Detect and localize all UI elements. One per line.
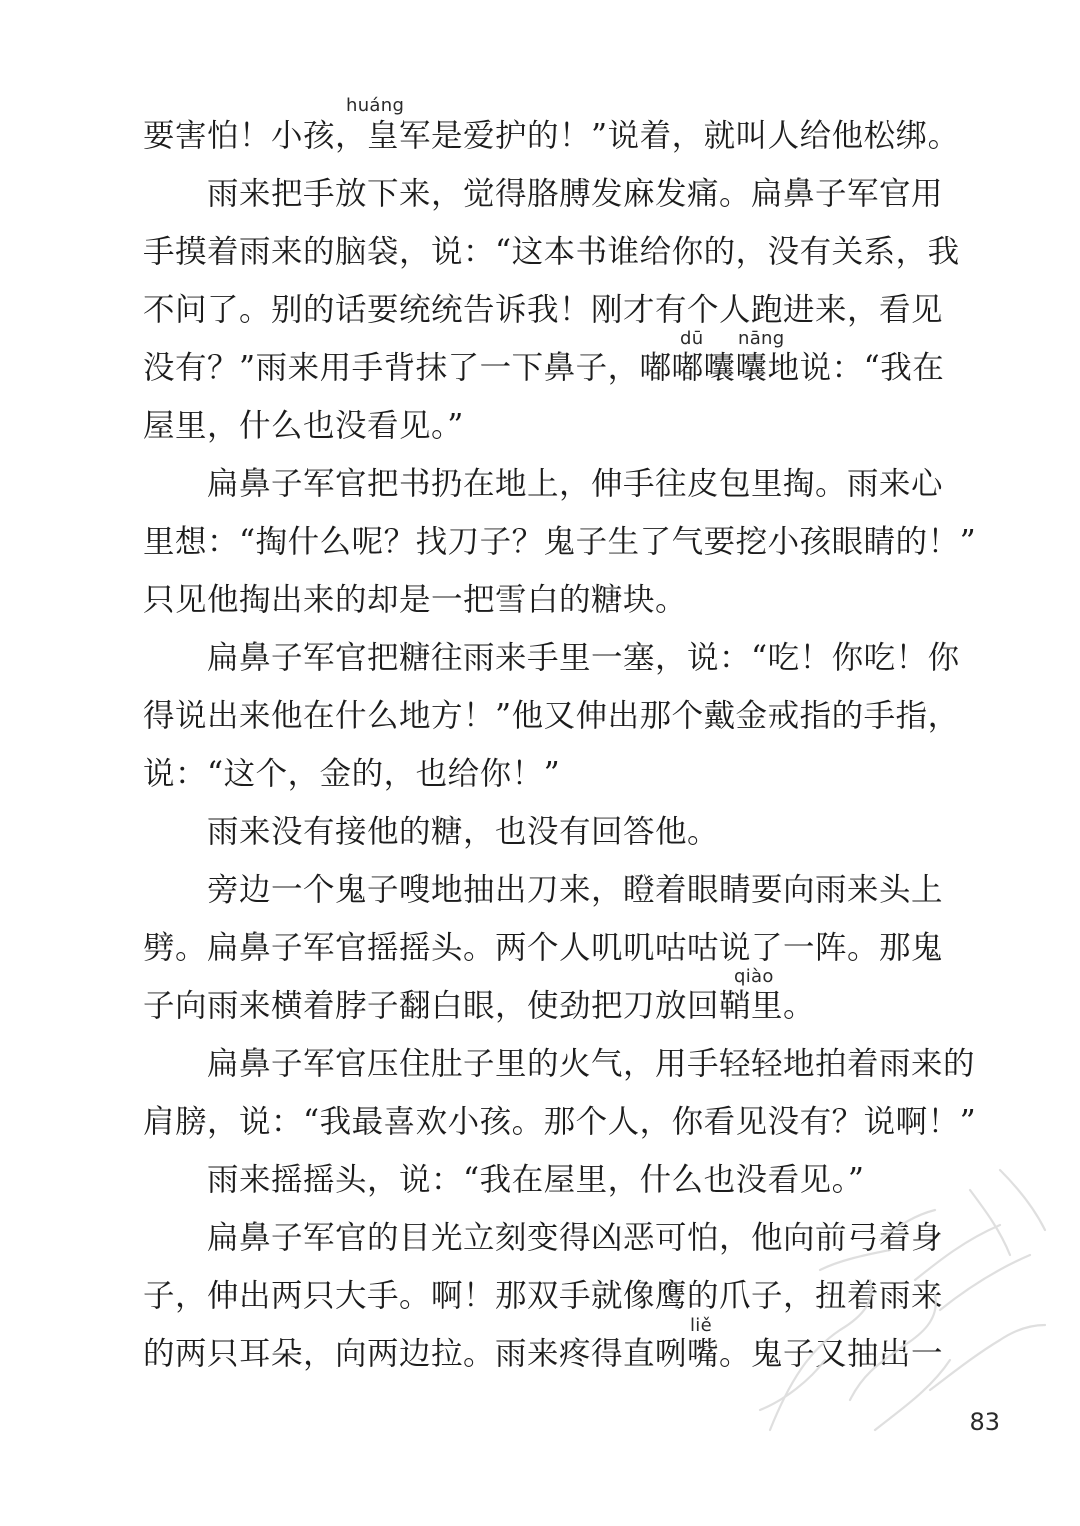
text-line: 说：“这个，金的，也给你！” <box>143 756 561 792</box>
text-line: 扁鼻子军官把书扔在地上，伸手往皮包里掏。雨来心 <box>143 466 944 502</box>
text-line: 子向雨来横着脖子翻白眼，使劲把刀放回鞘里。 <box>143 988 816 1024</box>
text-line: 没有？”雨来用手背抹了一下鼻子，嘟嘟囔囔地说：“我在 <box>143 350 945 386</box>
text-line: 里想：“掏什么呢？找刀子？鬼子生了气要挖小孩眼睛的！” <box>143 524 977 560</box>
pinyin-nang: nāng <box>738 328 785 349</box>
text-line: 扁鼻子军官压住肚子里的火气，用手轻轻地拍着雨来的 <box>143 1046 976 1082</box>
text-line: 扁鼻子军官把糖往雨来手里一塞，说：“吃！你吃！你 <box>143 640 960 676</box>
text-line: 扁鼻子军官的目光立刻变得凶恶可怕，他向前弓着身 <box>143 1220 944 1256</box>
text-line: 雨来摇摇头，说：“我在屋里，什么也没看见。” <box>143 1162 865 1198</box>
pinyin-du: dū <box>680 328 704 349</box>
pinyin-lie: liě <box>690 1315 712 1336</box>
pinyin-huang: huáng <box>346 95 405 116</box>
text-line: 不问了。别的话要统统告诉我！刚才有个人跑进来，看见 <box>143 292 944 328</box>
text-line: 雨来把手放下来，觉得胳膊发麻发痛。扁鼻子军官用 <box>143 176 944 212</box>
page-number: 83 <box>969 1408 1000 1436</box>
text-line: 只见他掏出来的却是一把雪白的糖块。 <box>143 582 688 618</box>
text-line: 雨来没有接他的糖，也没有回答他。 <box>143 814 720 850</box>
text-line: 要害怕！小孩，皇军是爱护的！”说着，就叫人给他松绑。 <box>143 118 960 154</box>
text-line: 的两只耳朵，向两边拉。雨来疼得直咧嘴。鬼子又抽出一 <box>143 1336 944 1372</box>
text-line: 屋里，什么也没看见。” <box>143 408 464 444</box>
text-line: 手摸着雨来的脑袋，说：“这本书谁给你的，没有关系，我 <box>143 234 960 270</box>
text-line: 子，伸出两只大手。啊！那双手就像鹰的爪子，扭着雨来 <box>143 1278 944 1314</box>
text-line: 得说出来他在什么地方！”他又伸出那个戴金戒指的手指， <box>143 698 960 734</box>
text-line: 旁边一个鬼子嗖地抽出刀来，瞪着眼睛要向雨来头上 <box>143 872 944 908</box>
text-line: 肩膀，说：“我最喜欢小孩。那个人，你看见没有？说啊！” <box>143 1104 977 1140</box>
pinyin-qiao: qiào <box>734 966 774 987</box>
text-line: 劈。扁鼻子军官摇摇头。两个人叽叽咕咕说了一阵。那鬼 <box>143 930 944 966</box>
